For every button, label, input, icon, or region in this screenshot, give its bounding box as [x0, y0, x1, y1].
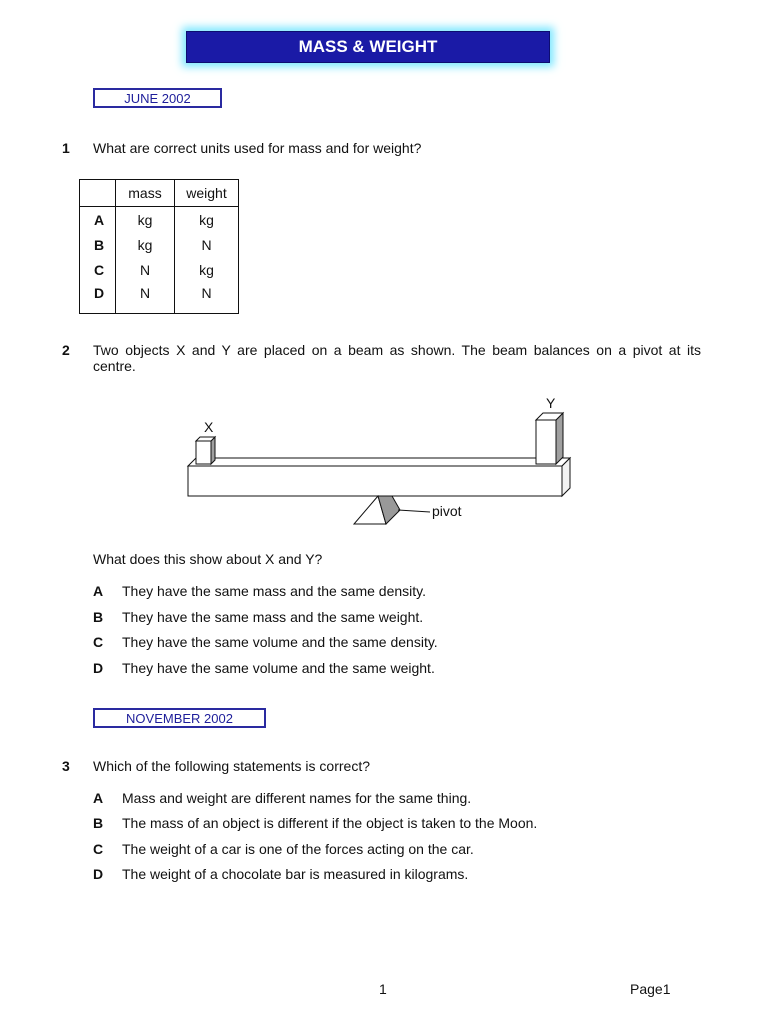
- question-text-2-line2: centre.: [93, 358, 136, 374]
- table-row: [80, 207, 239, 233]
- beam-diagram: [180, 390, 600, 535]
- table-row: [80, 257, 239, 282]
- table-cell-letter: B: [80, 232, 116, 257]
- option-letter: B: [93, 815, 104, 831]
- option-text: Mass and weight are different names for the same thing.: [122, 790, 472, 806]
- table-row: [80, 282, 239, 314]
- table-cell-letter: A: [80, 207, 116, 233]
- session-label-november: NOVEMBER 2002: [93, 708, 266, 728]
- question-number-1: 1: [62, 140, 70, 156]
- option-letter: D: [93, 866, 104, 882]
- label-y: Y: [546, 395, 556, 411]
- table-cell-weight: kg: [175, 257, 239, 282]
- table-header-mass: mass: [116, 180, 175, 207]
- option-text: They have the same mass and the same weight.: [122, 609, 424, 625]
- beam-top-face: [188, 458, 570, 466]
- table-header-weight: weight: [175, 180, 239, 207]
- object-y: [536, 420, 556, 464]
- page-number: 1: [379, 981, 387, 997]
- option-text: The weight of a car is one of the forces acting on the car.: [122, 841, 474, 857]
- table-cell-weight: N: [175, 282, 239, 314]
- page-title: MASS & WEIGHT: [186, 31, 550, 63]
- table-cell-letter: D: [80, 282, 116, 314]
- object-x: [196, 441, 211, 464]
- table-cell-mass: N: [116, 257, 175, 282]
- option-letter: C: [93, 841, 104, 857]
- question-2-prompt: What does this show about X and Y?: [93, 551, 323, 567]
- option-text: They have the same mass and the same density.: [122, 583, 427, 599]
- table-cell-weight: N: [175, 232, 239, 257]
- option-text: The weight of a chocolate bar is measured in kilograms.: [122, 866, 469, 882]
- table-cell-mass: kg: [116, 232, 175, 257]
- units-table: [79, 179, 239, 314]
- option-text: They have the same volume and the same weight.: [122, 660, 435, 676]
- session-label-june: JUNE 2002: [93, 88, 222, 108]
- object-x-top: [196, 437, 215, 441]
- table-header-empty: [80, 180, 116, 207]
- table-cell-mass: N: [116, 282, 175, 314]
- option-letter: B: [93, 609, 104, 625]
- option-letter: C: [93, 634, 104, 650]
- table-row: [80, 232, 239, 257]
- table-cell-letter: C: [80, 257, 116, 282]
- question-text-2-line1: Two objects X and Y are placed on a beam as shown. The beam balances on a pivot at its: [93, 342, 701, 358]
- label-pivot: pivot: [432, 503, 462, 519]
- question-text-1: What are correct units used for mass and for weight?: [93, 140, 422, 156]
- pivot-leader-line: [398, 510, 430, 512]
- option-text: The mass of an object is different if the object is taken to the Moon.: [122, 815, 538, 831]
- question-number-2: 2: [62, 342, 70, 358]
- table-cell-weight: kg: [175, 207, 239, 233]
- option-text: They have the same volume and the same density.: [122, 634, 438, 650]
- option-letter: A: [93, 790, 104, 806]
- option-letter: D: [93, 660, 104, 676]
- label-x: X: [204, 419, 214, 435]
- question-number-3: 3: [62, 758, 70, 774]
- beam-front-face: [188, 466, 562, 496]
- page-label: Page1: [630, 981, 671, 997]
- option-letter: A: [93, 583, 104, 599]
- object-y-side: [556, 413, 563, 464]
- question-text-3: Which of the following statements is correct?: [93, 758, 371, 774]
- table-cell-mass: kg: [116, 207, 175, 233]
